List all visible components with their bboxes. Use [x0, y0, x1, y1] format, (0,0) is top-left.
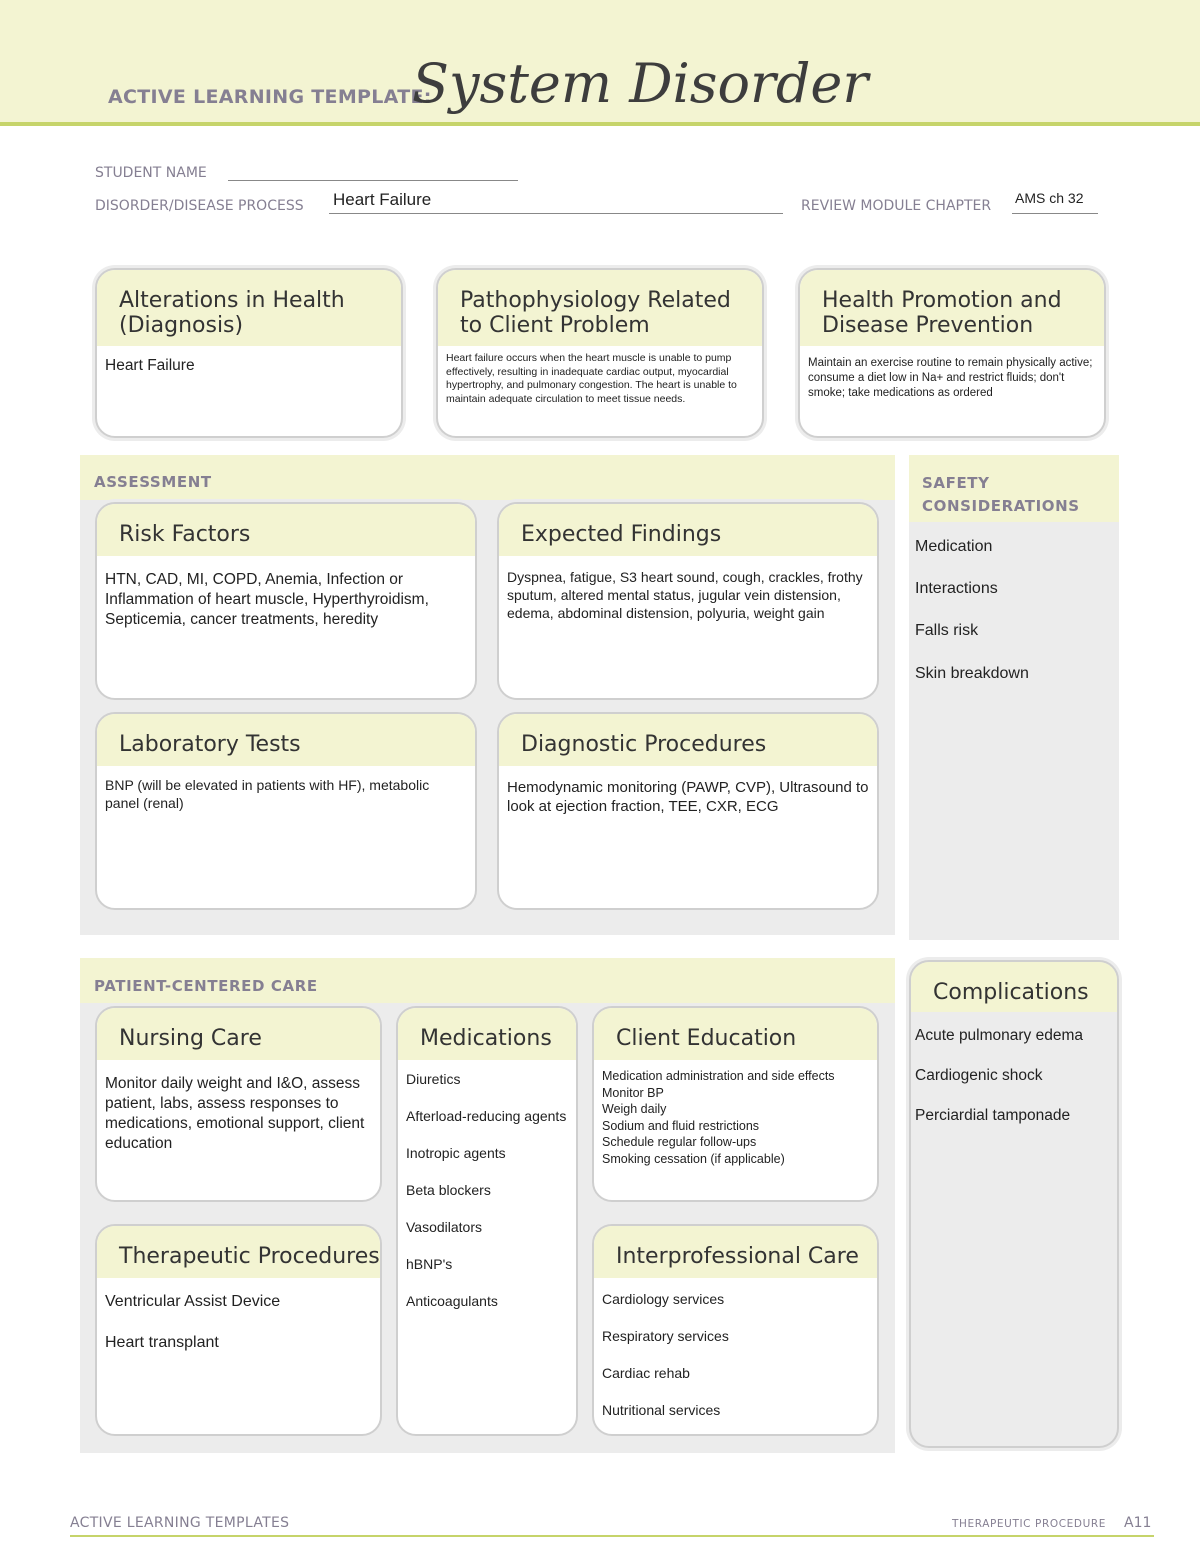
- complications-box: [909, 960, 1119, 1448]
- medications-title: Medications: [398, 1008, 576, 1060]
- disorder-label: DISORDER/DISEASE PROCESS: [95, 198, 304, 214]
- medication-item: Afterload-reducing agents: [406, 1108, 567, 1124]
- safety-item: Interactions: [915, 580, 998, 597]
- health-promotion-body: Maintain an exercise routine to remain physically active; consume a diet low in Na+ and restrict fluids; don't smoke; take medications as ordered: [808, 357, 1093, 399]
- client-education-title: Client Education: [594, 1008, 877, 1060]
- complication-item: Cardiogenic shock: [915, 1067, 1043, 1084]
- client-education-item: Weigh daily: [602, 1102, 667, 1116]
- footer-rule: [70, 1535, 1154, 1537]
- safety-title: SAFETY CONSIDERATIONS: [922, 474, 1080, 515]
- medication-item: Beta blockers: [406, 1182, 491, 1198]
- template-label: ACTIVE LEARNING TEMPLATE:: [108, 86, 432, 108]
- template-title: System Disorder: [412, 52, 869, 115]
- therapeutic-procedure-item: Heart transplant: [105, 1334, 219, 1351]
- client-education-item: Sodium and fluid restrictions: [602, 1118, 760, 1133]
- interprofessional-item: Cardiac rehab: [602, 1365, 690, 1381]
- diagnostic-procedures-box: [497, 712, 879, 910]
- nursing-care-body: Monitor daily weight and I&O, assess patient, labs, assess responses to medications, emotional support, client education: [105, 1075, 365, 1152]
- therapeutic-procedures-list: [97, 1278, 380, 1353]
- footer-left: ACTIVE LEARNING TEMPLATES: [70, 1515, 290, 1531]
- therapeutic-procedures-title: Therapeutic Procedures: [97, 1226, 380, 1278]
- client-education-item: Medication administration and side effects: [602, 1069, 835, 1083]
- alterations-body: Heart Failure: [105, 357, 195, 374]
- laboratory-tests-body: BNP (will be elevated in patients with HF), metabolic panel (renal): [105, 777, 430, 811]
- diagnostic-procedures-body: Hemodynamic monitoring (PAWP, CVP), Ultrasound to look at ejection fraction, TEE, CXR, ECG: [507, 779, 869, 815]
- medications-box: [396, 1006, 578, 1436]
- footer-right: THERAPEUTIC PROCEDURE: [952, 1518, 1106, 1530]
- client-education-item: Schedule regular follow-ups: [602, 1135, 757, 1149]
- student-name-label: STUDENT NAME: [95, 165, 207, 181]
- client-education-item: Smoking cessation (if applicable): [602, 1151, 785, 1166]
- safety-panel: [909, 455, 1119, 940]
- client-education-list: [594, 1060, 877, 1167]
- medication-item: Vasodilators: [406, 1219, 483, 1235]
- alterations-title: Alterations in Health (Diagnosis): [97, 270, 401, 346]
- therapeutic-procedure-item: Ventricular Assist Device: [105, 1293, 281, 1310]
- expected-findings-title: Expected Findings: [499, 504, 877, 556]
- safety-item: Falls risk: [915, 622, 979, 639]
- review-module-field[interactable]: [1012, 213, 1098, 214]
- pathophysiology-box: [436, 268, 764, 438]
- interprofessional-care-list: [594, 1278, 877, 1419]
- alterations-box: [95, 268, 403, 438]
- disorder-field[interactable]: [329, 213, 783, 214]
- complication-item: Perciardial tamponade: [915, 1107, 1071, 1124]
- page-number: A11: [1124, 1515, 1152, 1531]
- nursing-care-title: Nursing Care: [97, 1008, 380, 1060]
- pathophysiology-title: Pathophysiology Related to Client Problem: [438, 270, 762, 346]
- laboratory-tests-box: [95, 712, 477, 910]
- medication-item: Inotropic agents: [406, 1145, 506, 1161]
- review-module-value: AMS ch 32: [1015, 190, 1084, 206]
- expected-findings-body: Dyspnea, fatigue, S3 heart sound, cough, crackles, frothy sputum, altered mental status, jugular vein distension, edema, abdominal distension, polyuria, weight gain: [507, 569, 863, 621]
- disorder-value: Heart Failure: [333, 190, 432, 209]
- interprofessional-item: Respiratory services: [602, 1328, 729, 1344]
- patient-care-title: PATIENT-CENTERED CARE: [94, 977, 318, 995]
- expected-findings-box: [497, 502, 879, 700]
- medication-item: Anticoagulants: [406, 1293, 498, 1309]
- interprofessional-item: Nutritional services: [602, 1402, 721, 1418]
- complication-item: Acute pulmonary edema: [915, 1027, 1084, 1044]
- client-education-item: Monitor BP: [602, 1085, 664, 1100]
- student-name-field[interactable]: [228, 180, 518, 181]
- nursing-care-box: [95, 1006, 382, 1202]
- therapeutic-procedures-box: [95, 1224, 382, 1436]
- risk-factors-body: HTN, CAD, MI, COPD, Anemia, Infection or Inflammation of heart muscle, Hyperthyroidism, Septicemia, cancer treatments, heredity: [105, 571, 429, 628]
- interprofessional-care-title: Interprofessional Care: [594, 1226, 877, 1278]
- complications-list: [911, 1012, 1117, 1126]
- diagnostic-procedures-title: Diagnostic Procedures: [499, 714, 877, 766]
- safety-item: Skin breakdown: [915, 665, 1029, 682]
- client-education-box: [592, 1006, 879, 1202]
- complications-title: Complications: [911, 962, 1117, 1012]
- laboratory-tests-title: Laboratory Tests: [97, 714, 475, 766]
- medication-item: Diuretics: [406, 1071, 461, 1087]
- interprofessional-care-box: [592, 1224, 879, 1436]
- interprofessional-item: Cardiology services: [602, 1291, 725, 1307]
- medications-list: [398, 1060, 576, 1310]
- risk-factors-title: Risk Factors: [97, 504, 475, 556]
- health-promotion-box: [798, 268, 1106, 438]
- risk-factors-box: [95, 502, 477, 700]
- review-module-label: REVIEW MODULE CHAPTER: [801, 198, 992, 214]
- assessment-title: ASSESSMENT: [94, 473, 212, 491]
- health-promotion-title: Health Promotion and Disease Prevention: [800, 270, 1104, 346]
- safety-item: Medication: [915, 538, 993, 555]
- pathophysiology-body: Heart failure occurs when the heart muscle is unable to pump effectively, resulting in inadequate cardiac output, myocardial hypertrophy, and pulmonary congestion. The heart is unable to maintain adequate circulation to meet tissue needs.: [446, 352, 737, 405]
- medication-item: hBNP's: [406, 1256, 453, 1272]
